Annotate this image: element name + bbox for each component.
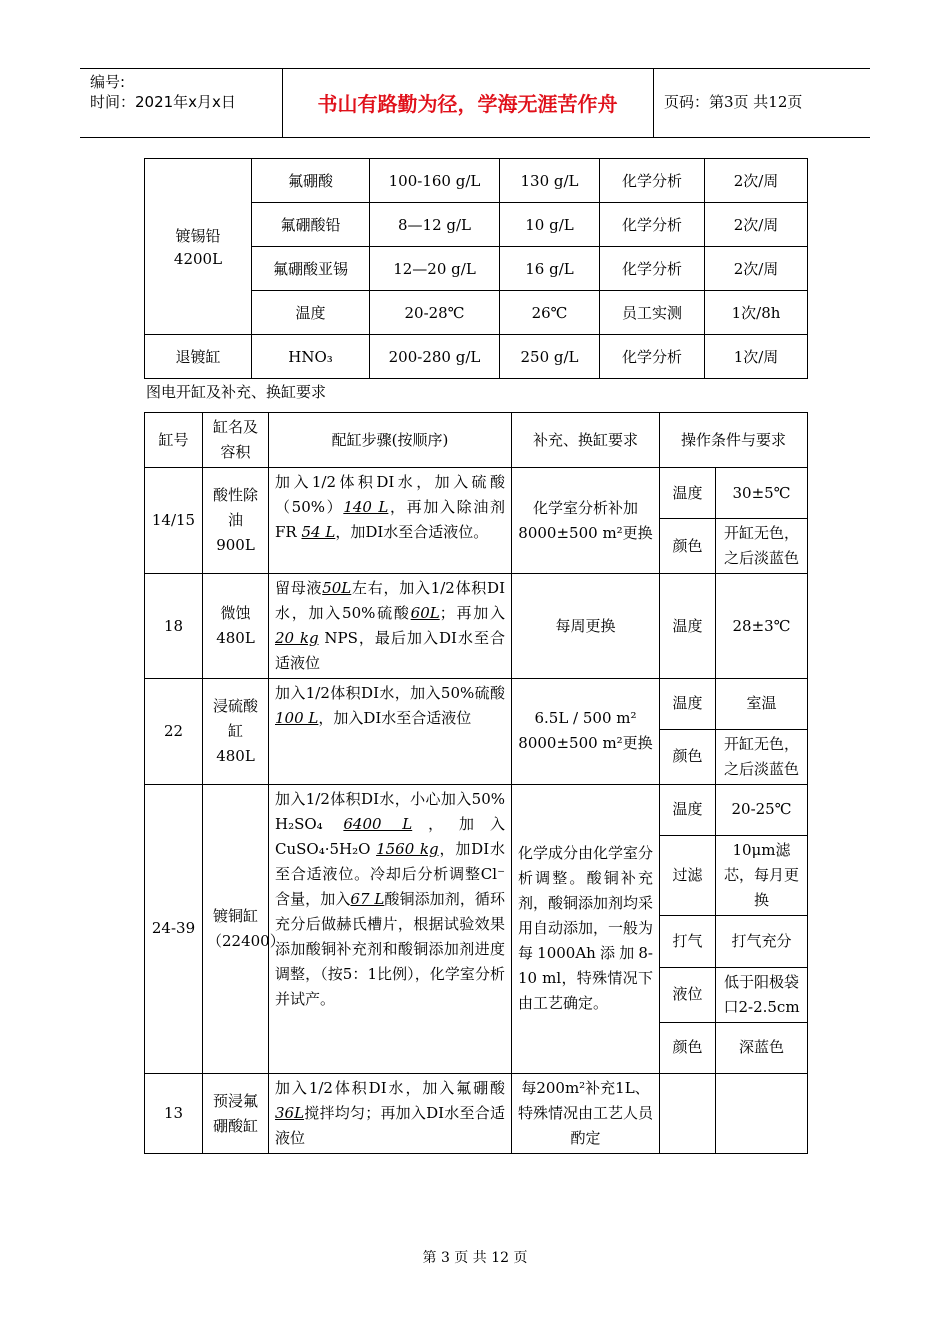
condition-value: 开缸无色，之后淡蓝色 [716,519,808,574]
item-cell: 氟硼酸 [252,159,370,203]
header-name: 缸名及容积 [203,413,269,468]
table-row [145,468,808,519]
header-no: 缸号 [145,413,203,468]
condition-value [716,1074,808,1154]
replenish-cell: 化学成分由化学室分析调整。酸铜补充剂，酸铜添加剂均采用自动添加，一般为每1000Ah添加8-10 ml，特殊情况下由工艺确定。 [512,784,660,1074]
tank-name-cell: 浸硫酸缸 480L [203,679,269,785]
item-cell: 氟硼酸铅 [252,203,370,247]
tank-no-cell: 14/15 [145,468,203,574]
group-name-cell [145,159,252,335]
freq-cell: 2次/周 [705,247,808,291]
tank-no-cell: 22 [145,679,203,785]
step-text: 搅拌均匀；再加入DI水至合适液位 [275,1104,505,1148]
setup-steps-cell [269,468,512,574]
header-conditions: 操作条件与要求 [660,413,808,468]
table-row [145,679,808,730]
condition-value: 20-25℃ [716,784,808,836]
step-text: 留母液 [275,579,323,597]
condition-key: 过滤 [660,836,716,916]
header-motto: 书山有路勤为径，学海无涯苦作舟 [317,92,618,116]
header-meta [80,69,283,137]
item-cell: 氟硼酸亚锡 [252,247,370,291]
range-cell: 100-160 g/L [370,159,500,203]
replenish-cell: 每周更换 [512,574,660,679]
condition-key: 颜色 [660,519,716,574]
replenish-cell: 6.5L / 500 m² 8000±500 m²更换 [512,679,660,785]
condition-key [660,1074,716,1154]
condition-value: 深蓝色 [716,1022,808,1074]
target-cell: 10 g/L [500,203,600,247]
step-text: ，加入CuSO₄·5H₂O [275,814,505,858]
step-text: 加入1/2体积DI水，加入50%硫酸 [275,684,505,702]
step-text: 左右，加入1/2体积DI水，加入50%硫酸 [275,579,505,622]
tank-no-cell: 18 [145,574,203,679]
range-cell: 12—20 g/L [370,247,500,291]
plating-tin-lead-table [144,158,808,379]
freq-cell: 2次/周 [705,203,808,247]
tank-name-cell: 镀铜缸（22400） [203,784,269,1074]
target-cell: 26℃ [500,291,600,335]
doc-time-label: 时间：2021年x月x日 [90,93,236,111]
condition-key: 温度 [660,679,716,730]
table-header-row [145,413,808,468]
freq-cell: 1次/8h [705,291,808,335]
step-text: ；再加入 [439,604,505,622]
method-cell: 员工实测 [600,291,705,335]
doc-code-label: 编号: [90,73,126,91]
condition-value: 28±3℃ [716,574,808,679]
freq-cell: 1次/周 [705,335,808,379]
table-row [145,784,808,836]
step-text: ，加DI水至合适液位。冷却后分析调整Cl⁻含量，加入 [275,839,505,908]
step-text: ，再加入除油剂FR [275,498,505,541]
header-steps: 配缸步骤(按顺序) [269,413,512,468]
tank-name-cell: 微蚀 480L [203,574,269,679]
setup-steps-cell [269,784,512,1074]
condition-key: 液位 [660,967,716,1022]
method-cell: 化学分析 [600,159,705,203]
dosage-amount: 1560 kg [376,839,439,858]
header-page-info: 页码：第3页 共12页 [664,93,803,111]
tank-setup-table [144,412,808,1154]
item-cell: 温度 [252,291,370,335]
target-cell: 16 g/L [500,247,600,291]
condition-value: 室温 [716,679,808,730]
condition-value: 10μm滤芯，每月更换 [716,836,808,916]
section-caption: 图电开缸及补充、换缸要求 [146,383,327,401]
tank-no-cell: 13 [145,1074,203,1154]
range-cell: 8—12 g/L [370,203,500,247]
dosage-amount: 36L [275,1104,305,1123]
step-text: ，加DI水至合适液位。 [335,523,489,541]
table-row [145,574,808,679]
page-header [80,68,870,138]
dosage-amount: 20 kg [275,629,319,647]
table-row [145,335,808,379]
dosage-amount: 100 L [275,709,319,727]
step-text: 加入1/2体积DI水，加入氟硼酸 [275,1079,505,1098]
condition-key: 颜色 [660,1022,716,1074]
tank-name-cell: 酸性除油 900L [203,468,269,574]
step-text: ，加入DI水至合适液位 [318,709,472,727]
replenish-cell: 每200m²补充1L、特殊情况由工艺人员酌定 [512,1074,660,1154]
range-cell: 20-28℃ [370,291,500,335]
item-cell: HNO₃ [252,335,370,379]
strip-name-cell: 退镀缸 [145,335,252,379]
header-replenish: 补充、换缸要求 [512,413,660,468]
dosage-amount: 67 L [350,889,385,908]
table-row [145,159,808,203]
condition-value: 30±5℃ [716,468,808,519]
setup-steps-cell [269,679,512,785]
header-motto-cell [282,69,654,137]
target-cell: 250 g/L [500,335,600,379]
table-row [145,1074,808,1154]
tank-name-cell: 预浸氟硼酸缸 [203,1074,269,1154]
page-footer: 第 3 页 共 12 页 [422,1250,528,1266]
replenish-cell: 化学室分析补加8000±500 m²更换 [512,468,660,574]
setup-steps-cell [269,574,512,679]
group-volume: 4200L [173,250,223,268]
condition-value: 打气充分 [716,916,808,968]
step-text: NPS，最后加入DI水至合适液位 [275,629,506,672]
header-page-cell [654,69,870,137]
dosage-amount: 54 L [301,523,336,541]
tank-no-cell: 24-39 [145,784,203,1074]
condition-key: 温度 [660,468,716,519]
dosage-amount: 50L [322,579,352,597]
condition-key: 打气 [660,916,716,968]
dosage-amount: 6400 L [343,814,413,833]
condition-key: 温度 [660,784,716,836]
condition-key: 温度 [660,574,716,679]
target-cell: 130 g/L [500,159,600,203]
method-cell: 化学分析 [600,247,705,291]
dosage-amount: 60L [410,604,440,622]
group-name: 镀锡铅 [175,227,221,245]
step-text: 酸铜添加剂，循环充分后做赫氏槽片，根据试验效果添加酸铜补充剂和酸铜添加剂进度调整，（按5：1比例），化学室分析并试产。 [275,889,505,1008]
condition-key: 颜色 [660,729,716,784]
condition-value: 低于阳极袋口2-2.5cm [716,967,808,1022]
step-text: 加入1/2体积DI水，加入硫酸（50%） [275,473,505,516]
step-text: 加入1/2体积DI水，小心加入50% H₂SO₄ [275,789,505,833]
method-cell: 化学分析 [600,203,705,247]
range-cell: 200-280 g/L [370,335,500,379]
dosage-amount: 140 L [343,498,389,516]
setup-steps-cell [269,1074,512,1154]
freq-cell: 2次/周 [705,159,808,203]
method-cell: 化学分析 [600,335,705,379]
condition-value: 开缸无色，之后淡蓝色 [716,729,808,784]
